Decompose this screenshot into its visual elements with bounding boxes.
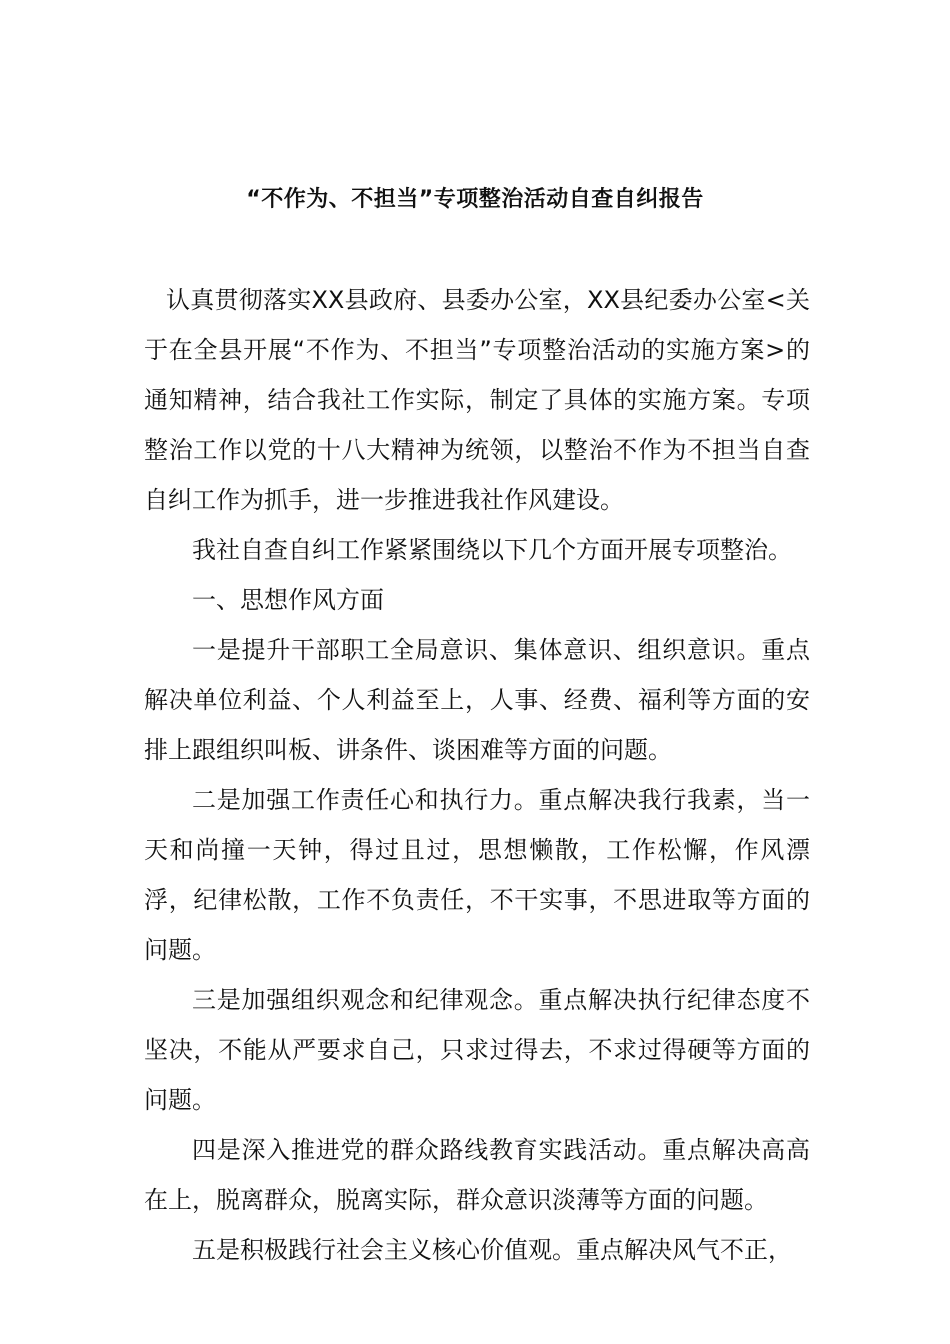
document-title: “不作为、不担当”专项整治活动自查自纠报告 [246,187,704,212]
paragraph-overview: 我社自查自纠工作紧紧围绕以下几个方面开展专项整治。 [192,536,792,564]
paragraph-item-5: 五是积极践行社会主义核心价值观。重点解决风气不正， [192,1236,792,1264]
paragraph-intro: 认真贯彻落实XX县政府、县委办公室，XX县纪委办公室<关于在全县开展“不作为、不担当”专项整治活动的实施方案>的通知精神，结合我社工作实际，制定了具体的实施方案。专项整治工作以党的十八大精神为统领，以整治不作为不担当自查自纠工作为抓手，进一步推进我社作风建设。 [144,286,810,514]
section-heading: 一、思想作风方面 [192,586,384,614]
paragraph-item-2: 二是加强工作责任心和执行力。重点解决我行我素，当一天和尚撞一天钟，得过且过，思想懒散，工作松懈，作风漂浮，纪律松散，工作不负责任，不干实事，不思进取等方面的问题。 [144,786,810,964]
paragraph-item-3: 三是加强组织观念和纪律观念。重点解决执行纪律态度不坚决，不能从严要求自己，只求过得去，不求过得硬等方面的问题。 [144,986,810,1114]
paragraph-item-4: 四是深入推进党的群众路线教育实践活动。重点解决高高在上，脱离群众，脱离实际，群众意识淡薄等方面的问题。 [144,1136,810,1214]
paragraph-item-1: 一是提升干部职工全局意识、集体意识、组织意识。重点解决单位利益、个人利益至上，人事、经费、福利等方面的安排上跟组织叫板、讲条件、谈困难等方面的问题。 [144,636,810,764]
document-body [144,275,810,1275]
